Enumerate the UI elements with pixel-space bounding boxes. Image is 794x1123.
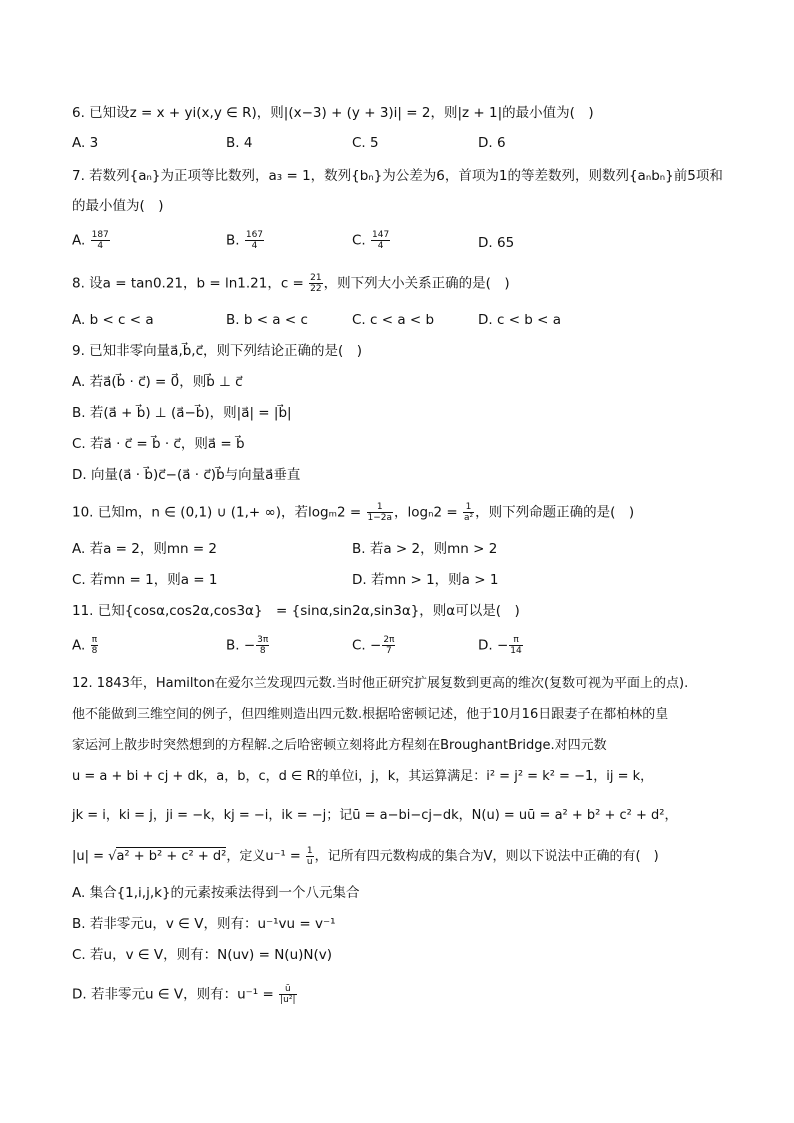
question-9-stem: 9. 已知非零向量a⃗,b⃗,c⃗，则下列结论正确的是( ): [72, 343, 363, 359]
question-7-stem-line2: 的最小值为( ): [72, 198, 164, 214]
fraction: $\frac{147}{4}$: [372, 230, 390, 251]
q8-option-b: B. b < a < c: [226, 312, 308, 328]
q11-option-b: B. − $\frac{3\pi}{8}$: [226, 635, 269, 656]
q6-option-c: C. 5: [352, 135, 379, 151]
q8-option-c: C. c < a < b: [352, 312, 435, 328]
question-12-line2: 他不能做到三维空间的例子，但四维则造出四元数.根据哈密顿记述，他于10月16日跟妻子在都柏林的皇: [72, 707, 669, 722]
q6-option-b: B. 4: [226, 135, 253, 151]
question-12-line3: 家运河上散步时突然想到的方程解.之后哈密顿立刻将此方程刻在BroughantBridge.对四元数: [72, 738, 607, 753]
question-8-stem: 8. 设a = tan0.21，b = ln1.21，c = $\frac{21}{22}$ ，则下列大小关系正确的是( ): [72, 273, 510, 294]
q9-option-b: B. 若(a⃗ + b⃗) ⊥ (a⃗−b⃗)，则|a⃗| = |b⃗|: [72, 405, 292, 421]
q7-option-d: D. 65: [478, 235, 515, 251]
q12-option-d: D. 若非零元u ∈ V，则有：u⁻¹ = $\frac{ū}{\text{|u²|}}$: [72, 984, 296, 1005]
question-10-stem: 10. 已知m，n ∈ (0,1) ∪ (1,+ ∞)，若logₘ2 = $\frac{1}{1-2a}$ ，logₙ2 = $\frac{1}{\text{a²}}$ ，则下列命题正确的是( ): [72, 502, 635, 523]
question-7-stem-line1: 7. 若数列{aₙ}为正项等比数列，a₃ = 1，数列{bₙ}为公差为6，首项为1的等差数列，则数列{aₙbₙ}前5项和: [72, 168, 723, 184]
q10-option-c: C. 若mn = 1，则a = 1: [72, 572, 218, 588]
q12-option-b: B. 若非零元u，v ∈ V，则有：u⁻¹vu = v⁻¹: [72, 916, 336, 932]
q10-option-b: B. 若a > 2，则mn > 2: [352, 541, 498, 557]
fraction: $\frac{21}{22}$: [310, 273, 322, 294]
q11-option-a: A. $\frac{\pi}{8}$: [72, 635, 98, 656]
q6-option-d: D. 6: [478, 135, 506, 151]
q12-option-c: C. 若u，v ∈ V，则有：N(uv) = N(u)N(v): [72, 947, 333, 963]
q11-option-d: D. − $\frac{\pi}{14}$: [478, 635, 522, 656]
fraction: $\frac{1}{u}$: [306, 846, 313, 867]
q12-option-a: A. 集合{1,i,j,k}的元素按乘法得到一个八元集合: [72, 885, 360, 901]
fraction: $\frac{3\pi}{8}$: [257, 635, 269, 656]
sqrt-expression: a² + b² + c² + d²: [116, 849, 227, 864]
q10-option-d: D. 若mn > 1，则a > 1: [352, 572, 499, 588]
question-12-line5: jk = i，ki = j，ji = −k，kj = −i，ik = −j；记ū = a−bi−cj−dk，N(u) = uū = a² + b² + c² + d²，: [72, 808, 678, 823]
q9-option-c: C. 若a⃗ · c⃗ = b⃗ · c⃗，则a⃗ = b⃗: [72, 436, 245, 452]
question-6-stem: 6. 已知设z = x + yi(x,y ∈ R)，则|(x−3) + (y + 3)i| = 2，则|z + 1|的最小值为( ): [72, 105, 594, 121]
question-12-line6: |u| = √a² + b² + c² + d²，定义u⁻¹ = $\frac{1}{u}$ ，记所有四元数构成的集合为V，则以下说法中正确的有( ): [72, 846, 659, 867]
q8-option-d: D. c < b < a: [478, 312, 562, 328]
q10-option-a: A. 若a = 2，则mn = 2: [72, 541, 218, 557]
q11-option-c: C. − $\frac{2\pi}{7}$: [352, 635, 395, 656]
fraction: $\frac{\pi}{8}$: [91, 635, 98, 656]
question-12-line1: 12. 1843年，Hamilton在爱尔兰发现四元数.当时他正研究扩展复数到更高的维次(复数可视为平面上的点).: [72, 676, 689, 691]
q8-option-a: A. b < c < a: [72, 312, 154, 328]
fraction: $\frac{187}{4}$: [91, 230, 109, 251]
fraction: $\frac{ū}{\text{|u²|}}$: [280, 984, 296, 1005]
question-11-stem: 11. 已知{cosα,cos2α,cos3α} = {sinα,sin2α,sin3α}，则α可以是( ): [72, 603, 520, 619]
q6-option-a: A. 3: [72, 135, 99, 151]
q7-option-a: A. $\frac{187}{4}$: [72, 230, 109, 251]
fraction: $\frac{1}{1-2a}$: [367, 502, 393, 523]
fraction: $\frac{2\pi}{7}$: [383, 635, 395, 656]
question-12-line4: u = a + bi + cj + dk，a，b，c，d ∈ R的单位i，j，k，其运算满足：i² = j² = k² = −1，ij = k，: [72, 769, 654, 784]
fraction: $\frac{\pi}{14}$: [510, 635, 522, 656]
q9-option-a: A. 若a⃗(b⃗ · c⃗) = 0⃗，则b⃗ ⊥ c⃗: [72, 374, 243, 390]
q7-option-b: B. $\frac{167}{4}$: [226, 230, 264, 251]
q9-option-d: D. 向量(a⃗ · b⃗)c⃗−(a⃗ · c⃗)b⃗与向量a⃗垂直: [72, 467, 301, 483]
q7-option-c: C. $\frac{147}{4}$: [352, 230, 390, 251]
fraction: $\frac{167}{4}$: [245, 230, 264, 251]
fraction: $\frac{1}{\text{a²}}$: [463, 502, 474, 523]
